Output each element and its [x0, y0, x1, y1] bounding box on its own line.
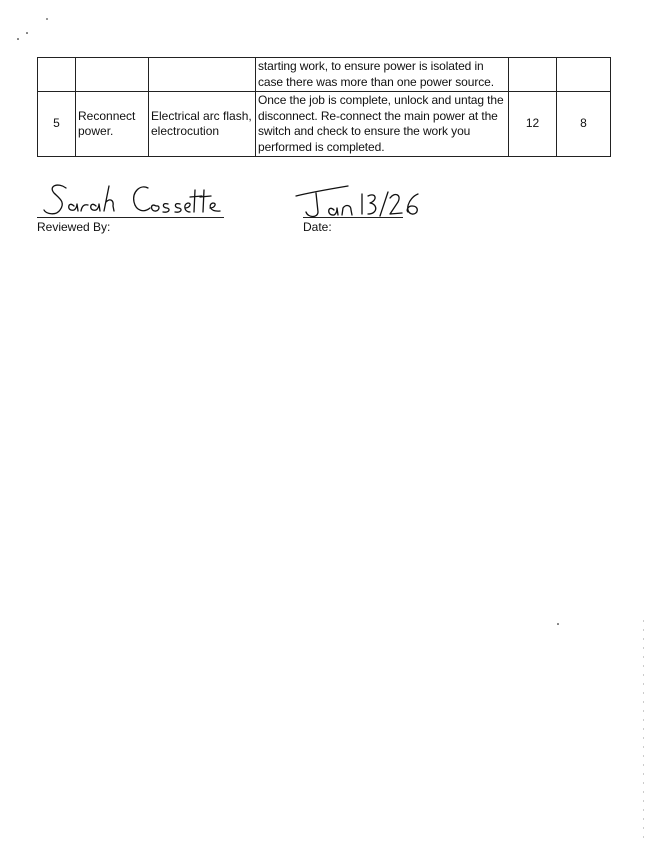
- reviewed-by-line: [37, 217, 224, 218]
- date-label: Date:: [303, 220, 332, 234]
- hazard-cell: [149, 58, 256, 92]
- scan-speck: [26, 32, 28, 34]
- risk-before-cell: 12: [509, 92, 557, 157]
- procedure-cell: Once the job is complete, unlock and untag the disconnect. Re-connect the main power at the switch and check to ensure the work you performed is completed.: [256, 92, 509, 157]
- task-cell: Reconnect power.: [76, 92, 149, 157]
- reviewed-by-signature: [44, 180, 234, 220]
- risk-after-cell: [557, 58, 611, 92]
- date-handwritten: [296, 184, 426, 220]
- risk-before-cell: [509, 58, 557, 92]
- date-line: [303, 217, 403, 218]
- procedure-cell: starting work, to ensure power is isolated in case there was more than one power source.: [256, 58, 509, 92]
- step-number-cell: [38, 58, 76, 92]
- reviewed-by-label: Reviewed By:: [37, 220, 111, 234]
- risk-after-cell: 8: [557, 92, 611, 157]
- scan-speck: [46, 18, 48, 20]
- scan-edge-artifact: [643, 620, 644, 840]
- hazard-cell: Electrical arc flash, electrocution: [149, 92, 256, 157]
- step-number-cell: 5: [38, 92, 76, 157]
- hazard-assessment-table: [37, 57, 611, 157]
- table-row: [38, 92, 611, 157]
- task-cell: [76, 58, 149, 92]
- table-row: [38, 58, 611, 92]
- scan-speck: [557, 623, 559, 625]
- scan-speck: [17, 38, 19, 40]
